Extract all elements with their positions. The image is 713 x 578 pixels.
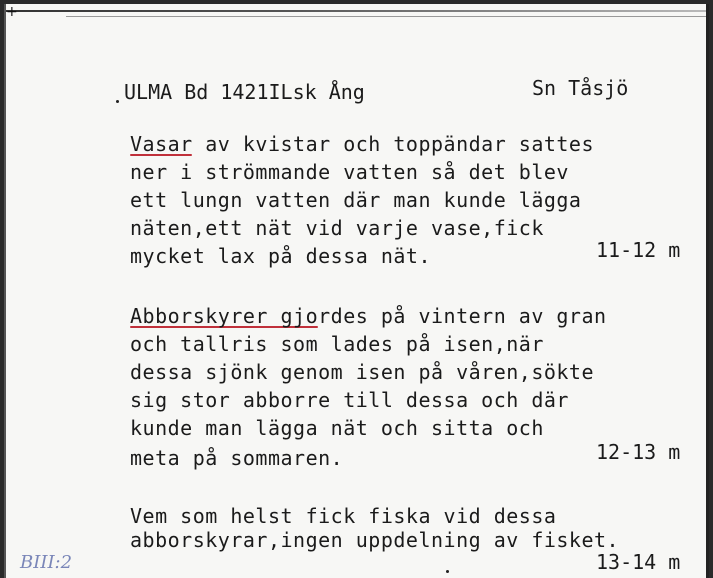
p2-line-1: Abborskyrer gjordes på vintern av gran (130, 304, 607, 328)
p3-reference: 13-14 m (596, 550, 681, 574)
archive-mark: BIII:2 (20, 552, 73, 573)
p2-line-3: dessa sjönk genom isen på våren,sökte (130, 360, 595, 384)
p1-reference: 11-12 m (596, 238, 681, 262)
p3-line-1: Vem som helst fick fiska vid dessa (130, 504, 557, 528)
p1-line-4: näten,ett nät vid varje vase,fick (130, 216, 544, 240)
top-border-line (6, 10, 709, 12)
p2-line-5: kunde man lägga nät och sitta och (130, 416, 544, 440)
p2-reference: 12-13 m (596, 440, 681, 464)
corner-mark: + (6, 4, 18, 20)
top-border-line-thin (66, 16, 709, 17)
p3-line-2: abborskyrar,ingen uppdelning av fisket. (130, 528, 620, 552)
header-dot (116, 100, 119, 103)
p2-line-6: meta på sommaren. (130, 446, 344, 470)
card-right-edge (706, 4, 709, 578)
p1-line-5: mycket lax på dessa nät. (130, 244, 431, 268)
header-left: ULMA Bd 1421ILsk Ång (124, 80, 365, 104)
p1-line-1: Vasar av kvistar och toppändar sattes (130, 132, 595, 156)
p2-line-4: sig stor abborre till dessa och där (130, 388, 569, 412)
p1-line-2: ner i strömmande vatten så det blev (130, 160, 569, 184)
bottom-dot (446, 570, 449, 573)
p1-line-3: ett lungn vatten där man kunde lägga (130, 188, 582, 212)
p2-line-2: och tallris som lades på isen,när (130, 332, 544, 356)
archive-card (4, 4, 709, 578)
header-parish: Sn Tåsjö (532, 76, 629, 100)
